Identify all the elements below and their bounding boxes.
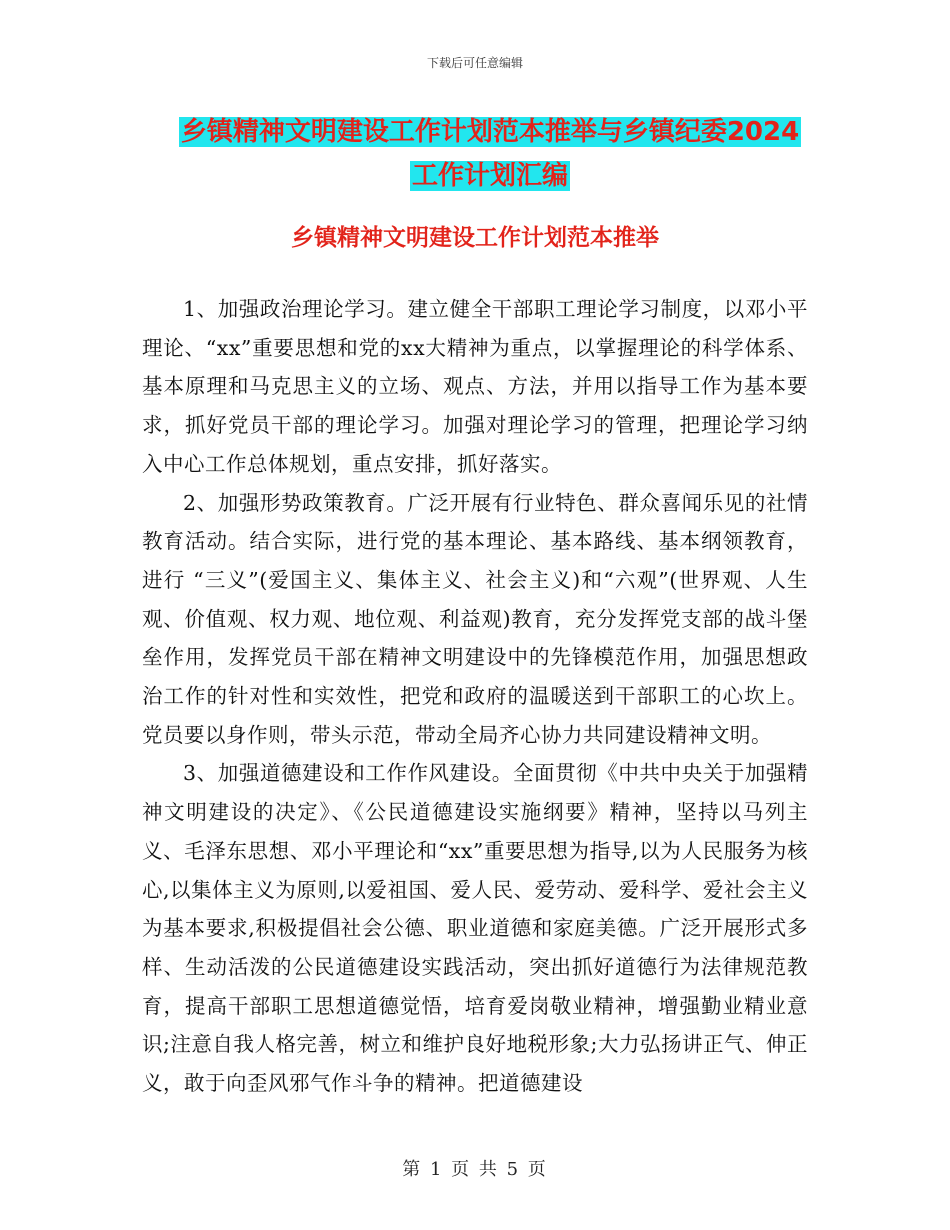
- section-title: 乡镇精神文明建设工作计划范本推举: [291, 225, 659, 251]
- paragraph: 1、加强政治理论学习。建立健全干部职工理论学习制度，以邓小平理论、“xx”重要思想和党的xx大精神为重点，以掌握理论的科学体系、基本原理和马克思主义的立场、观点、方法，并用以指导工作为基本要求，抓好党员干部的理论学习。加强对理论学习的管理，把理论学习纳入中心工作总体规划，重点安排，抓好落实。: [142, 297, 808, 476]
- header-note: 下载后可任意编辑: [426, 56, 523, 70]
- paragraph: 3、加强道德建设和工作作风建设。全面贯彻《中共中央关于加强精神文明建设的决定》、《公民道德建设实施纲要》精神，坚持以马列主义、毛泽东思想、邓小平理论和“xx”重要思想为指导,以为人民服务为核心,以集体主义为原则,以爱祖国、爱人民、爱劳动、爱科学、爱社会主义为基本要求,积极提倡社会公德、职业道德和家庭美德。广泛开展形式多样、生动活泼的公民道德建设实践活动，突出抓好道德行为法律规范教育，提高干部职工思想道德觉悟，培育爱岗敬业精神，增强勤业精业意识;注意自我人格完善，树立和维护良好地税形象;大力弘扬讲正气、伸正义，敢于向歪风邪气作斗争的精神。把道德建设: [142, 761, 808, 1096]
- document-title-line-2: 工作计划汇编: [411, 161, 568, 191]
- paragraph: 2、加强形势政策教育。广泛开展有行业特色、群众喜闻乐见的社情教育活动。结合实际，进行党的基本理论、基本路线、基本纲领教育，进行 “三义”(爱国主义、集体主义、社会主义)和“六观”(世界观、人生观、价值观、权力观、地位观、利益观)教育，充分发挥党支部的战斗堡垒作用，发挥党员干部在精神文明建设中的先锋模范作用，加强思想政治工作的针对性和实效性，把党和政府的温暖送到干部职工的心坎上。党员要以身作则，带头示范，带动全局齐心协力共同建设精神文明。: [142, 490, 808, 747]
- page-number-footer: 第 1 页 共 5 页: [402, 1159, 548, 1180]
- document-title-line-1: 乡镇精神文明建设工作计划范本推举与乡镇纪委2024: [180, 117, 800, 147]
- body-text: [142, 290, 808, 1103]
- document-title: [150, 110, 830, 198]
